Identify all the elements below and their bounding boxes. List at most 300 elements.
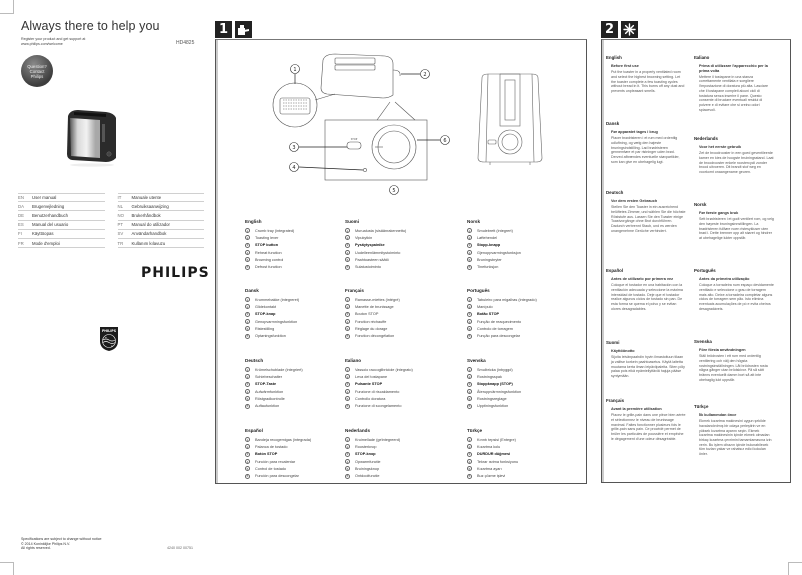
tip-body: Placer brødristeren i et rum med ordentlig udluftning, og vælg den højeste bruningsindstilling. Lad brødristeren gennemføre et par ristninger uden brød. Derved afbrændes eventuelle støvpartikler, som kan give en ubehagelig lugt. [611, 136, 680, 164]
language-entry [118, 202, 205, 211]
part-number-badge: 6 [246, 474, 249, 479]
part-label: Kızartma ayarı [477, 466, 502, 471]
parts-item [467, 381, 562, 388]
language-code: PT [117, 222, 123, 228]
register-text: Register your product and get support at www.philips.com/welcome [21, 37, 86, 46]
tip-language-heading: Nederlands [694, 136, 718, 141]
tip-body: Sett brødristeren i et godt ventilert rom, og velg den høyeste bruningsinnstillingen. La brødristeren fullføre noen ristesykluser uten brød i. Dette brenner opp alt støvet og hindrer at ubehagelige lukter oppstår. [699, 217, 774, 240]
parts-item [467, 263, 562, 270]
parts-item [345, 472, 440, 479]
part-number-badge: 6 [246, 404, 249, 409]
part-label: Bruiningsknop [355, 466, 380, 471]
part-label: Murualusta (sisäänrakennettu) [355, 228, 407, 233]
parts-item [245, 318, 340, 325]
tip-title: Prima di utilizzare l'apparecchio per la prima volta [699, 64, 768, 73]
parts-list-turkce [467, 428, 562, 480]
part-label: Browning control [255, 257, 284, 262]
language-label: Manual do utilizador [131, 222, 170, 228]
tip-title: Antes de utilizarlo por primera vez [611, 277, 674, 281]
part-label: DURDUR düğmesi [477, 452, 511, 457]
tip-portugues [694, 268, 774, 311]
parts-item [345, 256, 440, 263]
parts-item [467, 366, 562, 373]
tip-title: Before first use [611, 64, 639, 68]
part-number-badge: 4 [346, 319, 349, 324]
part-number-badge: 2 [246, 444, 249, 449]
parts-item [467, 234, 562, 241]
tip-title: Före första användningen [699, 348, 746, 352]
part-number-badge: 6 [468, 265, 471, 270]
parts-item [345, 227, 440, 234]
snowflake-icon [621, 21, 638, 38]
part-number-badge: 4 [468, 250, 471, 255]
parts-item [245, 366, 340, 373]
parts-item [245, 443, 340, 450]
parts-language-heading: Suomi [345, 219, 360, 224]
language-label: Användarhandbok [131, 231, 167, 237]
part-label: Rostningsspak [477, 374, 502, 379]
parts-item [467, 242, 562, 249]
part-label: Tabuleiro para migalhas (integrado) [477, 297, 537, 302]
language-label: Gebruiksaanwijzing [131, 203, 169, 209]
tip-title: Før første gangs bruk [699, 211, 739, 215]
part-number-badge: 4 [246, 250, 249, 255]
part-number-badge: 4 [346, 459, 349, 464]
part-number-badge: 1 [468, 228, 471, 233]
parts-item [467, 373, 562, 380]
tip-language-heading: Suomi [606, 340, 620, 345]
parts-item [467, 303, 562, 310]
svg-text:✦: ✦ [104, 336, 108, 340]
parts-item [245, 388, 340, 395]
part-label: Funzione di riscaldamento [355, 389, 400, 394]
parts-item [467, 256, 562, 263]
part-number-badge: 5 [246, 466, 249, 471]
part-label: Sulatustoiminto [355, 265, 381, 270]
parts-item [467, 296, 562, 303]
part-label: Kruimellade (geïntegreerd) [355, 437, 401, 442]
part-number-badge: 4 [246, 389, 249, 394]
parts-list-nederlands [345, 428, 440, 480]
toaster-front-view [470, 70, 550, 170]
part-number-badge: 5 [468, 396, 471, 401]
part-label: Genopvarmningsfunktion [255, 319, 298, 324]
part-number-badge: 2 [468, 235, 471, 240]
parts-language-heading: Italiano [345, 358, 362, 363]
part-number-badge: 3 [468, 382, 471, 387]
parts-item [467, 443, 562, 450]
parts-item [245, 296, 340, 303]
part-number-badge: 2 [346, 235, 349, 240]
tip-language-heading: Italiano [694, 55, 710, 60]
part-number-badge: 4 [468, 459, 471, 464]
part-number-badge: 6 [246, 265, 249, 270]
parts-language-heading: Português [467, 288, 490, 293]
tip-title: Käyttöönotto [611, 349, 635, 353]
parts-item [467, 436, 562, 443]
language-code: ES [18, 222, 24, 228]
language-label: Käyttöopas [32, 231, 54, 237]
parts-item [345, 373, 440, 380]
language-entry [18, 202, 105, 211]
parts-item [345, 436, 440, 443]
part-number-badge: 5 [468, 466, 471, 471]
language-label: Mode d'emploi [32, 240, 60, 246]
part-number-badge: 2 [246, 235, 249, 240]
part-label: Reheat function [255, 250, 282, 255]
part-label: Vassoio raccoglibriciole (integrato) [355, 367, 413, 372]
part-label: Manette de brunissage [355, 304, 394, 309]
language-code: NO [117, 212, 124, 218]
part-number-badge: 4 [246, 459, 249, 464]
part-number-badge: 5 [346, 466, 349, 471]
part-number-badge: 6 [468, 404, 471, 409]
tip-body: Zet de broodrooster in een goed geventileerde kamer en kies de hoogste bruiningsstand. Laat de broodrooster enkele roostercycli zonder brood uitvoeren. Dit brandt stof weg en voorkomt onaangename geuren. [699, 151, 774, 174]
parts-item [467, 465, 562, 472]
part-number-badge: 4 [468, 319, 471, 324]
part-label: Bouton STOP [355, 312, 379, 317]
parts-item [467, 227, 562, 234]
part-label: Gjenoppvarmingsfunksjon [477, 250, 521, 255]
part-label: Fonction réchauffe [355, 319, 387, 324]
parts-item [245, 436, 340, 443]
part-number-badge: 3 [468, 452, 471, 457]
language-entry [118, 193, 205, 202]
tip-dansk [606, 121, 686, 164]
part-number-badge: 5 [468, 326, 471, 331]
part-number-badge: 4 [346, 389, 349, 394]
part-label: Ramasse-miettes (intégré) [355, 297, 400, 302]
parts-item [245, 373, 340, 380]
part-label: Tekrar ısıtma fonksiyonu [477, 459, 519, 464]
tip-body: Ställ brödrosten i ett rum med ordentlig ventilering och välj den högsta rostningsinställningen. Låt brödrosten rosta några gånger utan brödskivor. På så sätt bränns eventuellt damm bort så att inte obehaglig lukt uppstår. [699, 354, 768, 382]
parts-item [245, 402, 340, 409]
parts-list-dansk [245, 288, 340, 340]
part-label: Bruningsbryter [477, 257, 502, 262]
tip-english [606, 55, 686, 94]
badge-line: Question? [27, 63, 47, 69]
part-label: Ristestilling [255, 326, 275, 331]
parts-item [245, 263, 340, 270]
parts-item [245, 325, 340, 332]
language-code: DE [18, 212, 24, 218]
tip-body: Coloque a torradeira num espaço devidamente ventilado e seleccione o grau de torragem mais alto. Deixe a torradeira completar alguns ciclos de torragem sem pão. Isto elimina eventuais acumulações de pó e evita cheiros desagradáveis. [699, 283, 774, 311]
part-number-badge: 6 [346, 404, 349, 409]
part-label: Smulbricka (inbyggd) [477, 367, 513, 372]
question-contact-philips-badge [21, 55, 53, 87]
part-label: Rostningsreglage [477, 396, 507, 401]
callout-2: 2 [423, 72, 427, 78]
tip-language-heading: Türkçe [694, 404, 709, 409]
language-code: FR [18, 240, 24, 246]
language-entry [18, 221, 105, 230]
parts-list-english [245, 219, 340, 271]
parts-item [467, 472, 562, 479]
tip-title: Før apparatet tages i brug [611, 130, 658, 134]
footer-line: Specifications are subject to change without notice [21, 537, 102, 541]
philips-wordmark: PHILIPS [141, 265, 210, 281]
parts-item [345, 311, 440, 318]
part-number-badge: 1 [346, 437, 349, 442]
part-number-badge: 5 [246, 326, 249, 331]
language-entry [118, 239, 205, 248]
part-label: Pulsante STOP [355, 382, 383, 387]
parts-list-svenska [467, 358, 562, 410]
part-number-badge: 6 [246, 334, 249, 339]
part-number-badge: 3 [346, 243, 349, 248]
parts-item [345, 366, 440, 373]
part-label: Glidekontakt [255, 304, 277, 309]
part-number-badge: 2 [468, 304, 471, 309]
language-column-right [118, 193, 205, 248]
parts-item [467, 249, 562, 256]
callout-3: 3 [292, 145, 296, 151]
parts-item [467, 388, 562, 395]
part-number-badge: 2 [346, 444, 349, 449]
part-number-badge: 5 [346, 396, 349, 401]
part-label: Återuppvärmningsfunktion [477, 389, 522, 394]
part-label: STOP-Taste [255, 382, 277, 387]
parts-item [345, 443, 440, 450]
document-code: 4240 002 00751 [167, 546, 193, 550]
part-number-badge: 5 [246, 257, 249, 262]
parts-item [467, 332, 562, 339]
part-label: Control de tostado [255, 466, 287, 471]
parts-item [467, 451, 562, 458]
part-label: Leva del tostapane [355, 374, 388, 379]
parts-list-deutsch [245, 358, 340, 410]
part-number-badge: 5 [346, 257, 349, 262]
part-label: Tinefunksjon [477, 265, 499, 270]
parts-language-heading: Deutsch [245, 358, 264, 363]
parts-language-heading: Español [245, 428, 263, 433]
tip-language-heading: Português [694, 268, 716, 273]
part-label: Funzione di scongelamento [355, 404, 402, 409]
part-label: Smulebrett (integrert) [477, 228, 513, 233]
parts-item [245, 311, 340, 318]
badge-line: Philips [30, 73, 44, 79]
language-code: FI [18, 231, 22, 237]
legal-footer [21, 537, 121, 551]
parts-item [345, 451, 440, 458]
language-entry [18, 211, 105, 220]
part-label: Krummebakke (integreret) [255, 297, 300, 302]
part-number-badge: 1 [346, 228, 349, 233]
parts-item [245, 303, 340, 310]
callout-4: 4 [292, 165, 296, 171]
part-label: Fonction décongélation [355, 334, 395, 339]
tip-body: Put the toaster in a properly ventilated room and select the highest browning setting. Let the toaster complete a few toasting cycles without bread in it. This burns off any dust and prevents unpleasant smells. [611, 70, 685, 93]
part-number-badge: 3 [246, 243, 249, 248]
language-column-left [18, 193, 105, 248]
parts-item [345, 303, 440, 310]
cover-panel [0, 0, 210, 575]
parts-list-portugues [467, 288, 562, 340]
part-label: STOP-knap [255, 312, 276, 317]
part-number-badge: 5 [346, 326, 349, 331]
language-entry [118, 211, 205, 220]
tip-body: Stellen Sie den Toaster in ein ausreichend belüftetes Zimmer, und wählen Sie die höchste Röststufe aus. Lassen Sie den Toaster einige Toastvorgänge ohne Brot durchführen. Dadurch verbrennt Staub, und es werden unangenehme Gerüche verhindert. [611, 205, 686, 233]
part-number-badge: 3 [246, 452, 249, 457]
part-label: Manípulo [477, 304, 493, 309]
parts-item [245, 458, 340, 465]
language-code: SV [117, 231, 124, 237]
parts-item [467, 458, 562, 465]
part-label: Schiebeschalter [255, 374, 283, 379]
tip-body: Coloque el tostador en una habitación con la ventilación adecuada y seleccione la máxima intensidad de tostado. Deje que el tostador realice algunos ciclos de tostado sin pan. De esta forma se quema el polvo y se evitan olores desagradables. [611, 283, 683, 311]
part-number-badge: 6 [346, 334, 349, 339]
svg-text:✦: ✦ [110, 345, 114, 348]
part-number-badge: 4 [246, 319, 249, 324]
parts-language-heading: Norsk [467, 219, 481, 224]
part-number-badge: 3 [346, 382, 349, 387]
parts-item [345, 395, 440, 402]
parts-language-heading: Türkçe [467, 428, 483, 433]
language-label: User manual [32, 195, 57, 201]
parts-list-norsk [467, 219, 562, 271]
section-2-number: 2 [601, 21, 618, 38]
part-label: Função para descongelar [477, 334, 521, 339]
parts-item [345, 242, 440, 249]
language-entry [18, 230, 105, 239]
parts-item [245, 451, 340, 458]
part-label: STOP button [255, 243, 279, 248]
part-label: Stoppknapp (STOP) [477, 382, 513, 387]
tip-body: Placez le grille-pain dans une pièce bien aérée et sélectionnez le niveau de brunissage maximal. Faites fonctionner plusieurs fois le grille-pain sans pain. Ce procédé permet de brûler les particules de poussière et empêche le dégagement d'une odeur désagréable. [611, 413, 686, 441]
parts-item [245, 381, 340, 388]
part-label: Röstgradkontrolle [255, 396, 285, 401]
tip-language-heading: Deutsch [606, 190, 624, 195]
part-label: Kızartma kolu [477, 444, 501, 449]
part-label: Roosterknop [355, 444, 377, 449]
language-index [18, 193, 204, 248]
part-label: Pysäytyspainike [355, 243, 385, 248]
language-label: Manual del usuario [32, 222, 69, 228]
part-number-badge: 6 [468, 474, 471, 479]
part-label: Controlo de torragem [477, 326, 513, 331]
parts-item [345, 381, 440, 388]
tip-nederlands [694, 136, 774, 175]
part-label: Buz çözme işlevi [477, 474, 506, 479]
tip-italiano [694, 55, 774, 112]
section-1-number: 1 [215, 21, 232, 38]
part-number-badge: 3 [246, 312, 249, 317]
parts-item [345, 234, 440, 241]
part-label: Función para recalentar [255, 459, 296, 464]
part-label: Toasting lever [255, 235, 279, 240]
part-number-badge: 4 [346, 250, 349, 255]
parts-item [467, 318, 562, 325]
parts-list-italiano [345, 358, 440, 410]
tip-turkce [694, 404, 774, 457]
toaster-parts-diagram [255, 50, 455, 200]
tip-language-heading: Svenska [694, 339, 712, 344]
stop-label: STOP [350, 138, 358, 141]
language-label: Benutzerhandbuch [32, 212, 69, 218]
footer-line: All rights reserved. [21, 546, 51, 551]
language-label: Brugervejledning [32, 203, 65, 209]
tip-title: İlk kullanımdan önce [699, 413, 737, 417]
part-number-badge: 2 [346, 374, 349, 379]
parts-item [245, 395, 340, 402]
language-entry [118, 221, 205, 230]
parts-item [245, 234, 340, 241]
part-number-badge: 1 [468, 437, 471, 442]
part-label: Krümelschublade (integriert) [255, 367, 303, 372]
parts-list-espanol [245, 428, 340, 480]
parts-item [245, 465, 340, 472]
part-label: Palanca de tostado [255, 444, 288, 449]
tip-title: Antes da primeira utilização [699, 277, 750, 281]
parts-item [345, 318, 440, 325]
part-number-badge: 2 [246, 304, 249, 309]
part-label: Crumb tray (integrated) [255, 228, 295, 233]
language-code: NL [117, 203, 123, 209]
tip-title: Vor dem ersten Gebrauch [611, 199, 658, 203]
badge-line: Contact [29, 68, 45, 74]
toaster-unbox-icon [235, 21, 252, 38]
tip-title: Voor het eerste gebruik [699, 145, 742, 149]
part-label: Stopp-knapp [477, 243, 501, 248]
part-number-badge: 6 [346, 474, 349, 479]
part-number-badge: 1 [468, 367, 471, 372]
language-code: TR [117, 240, 124, 246]
tip-title: Avant la première utilisation [611, 407, 662, 411]
tip-language-heading: Norsk [694, 202, 707, 207]
part-label: Réglage du dorage [355, 326, 388, 331]
part-number-badge: 1 [246, 297, 249, 302]
part-number-badge: 3 [468, 312, 471, 317]
cover-title: Always there to help you [21, 19, 160, 33]
part-label: Aufwärmfunktion [255, 389, 284, 394]
part-number-badge: 1 [346, 367, 349, 372]
parts-item [467, 325, 562, 332]
tip-suomi [606, 340, 686, 379]
language-entry [118, 230, 205, 239]
part-number-badge: 3 [246, 382, 249, 387]
part-label: Optøningsfunktion [255, 334, 286, 339]
part-number-badge: 3 [346, 452, 349, 457]
part-label: Uudelleenlämmitystoiminto [355, 250, 401, 255]
language-label: Brukerhåndbok [131, 212, 161, 218]
part-label: Opwarmfunctie [355, 459, 381, 464]
tip-language-heading: Français [606, 398, 625, 403]
part-label: Defrost function [255, 265, 282, 270]
parts-language-heading: Français [345, 288, 364, 293]
parts-language-heading: English [245, 219, 262, 224]
parts-item [467, 402, 562, 409]
parts-list-suomi [345, 219, 440, 271]
part-number-badge: 2 [468, 374, 471, 379]
part-number-badge: 5 [246, 396, 249, 401]
part-label: Botão STOP [477, 312, 500, 317]
part-number-badge: 2 [346, 304, 349, 309]
part-number-badge: 1 [346, 297, 349, 302]
language-entry [18, 239, 105, 248]
parts-item [245, 249, 340, 256]
philips-shield-logo [99, 326, 119, 352]
language-code: DA [18, 203, 24, 209]
part-label: Auftaufunktion [255, 404, 280, 409]
part-number-badge: 2 [468, 444, 471, 449]
parts-item [345, 465, 440, 472]
part-label: Controllo doratura [355, 396, 386, 401]
part-number-badge: 2 [246, 374, 249, 379]
tip-language-heading: Dansk [606, 121, 620, 126]
part-label: STOP-knop [355, 452, 376, 457]
language-label: Kullanım kılavuzu [131, 240, 166, 246]
callout-5: 5 [392, 188, 396, 194]
